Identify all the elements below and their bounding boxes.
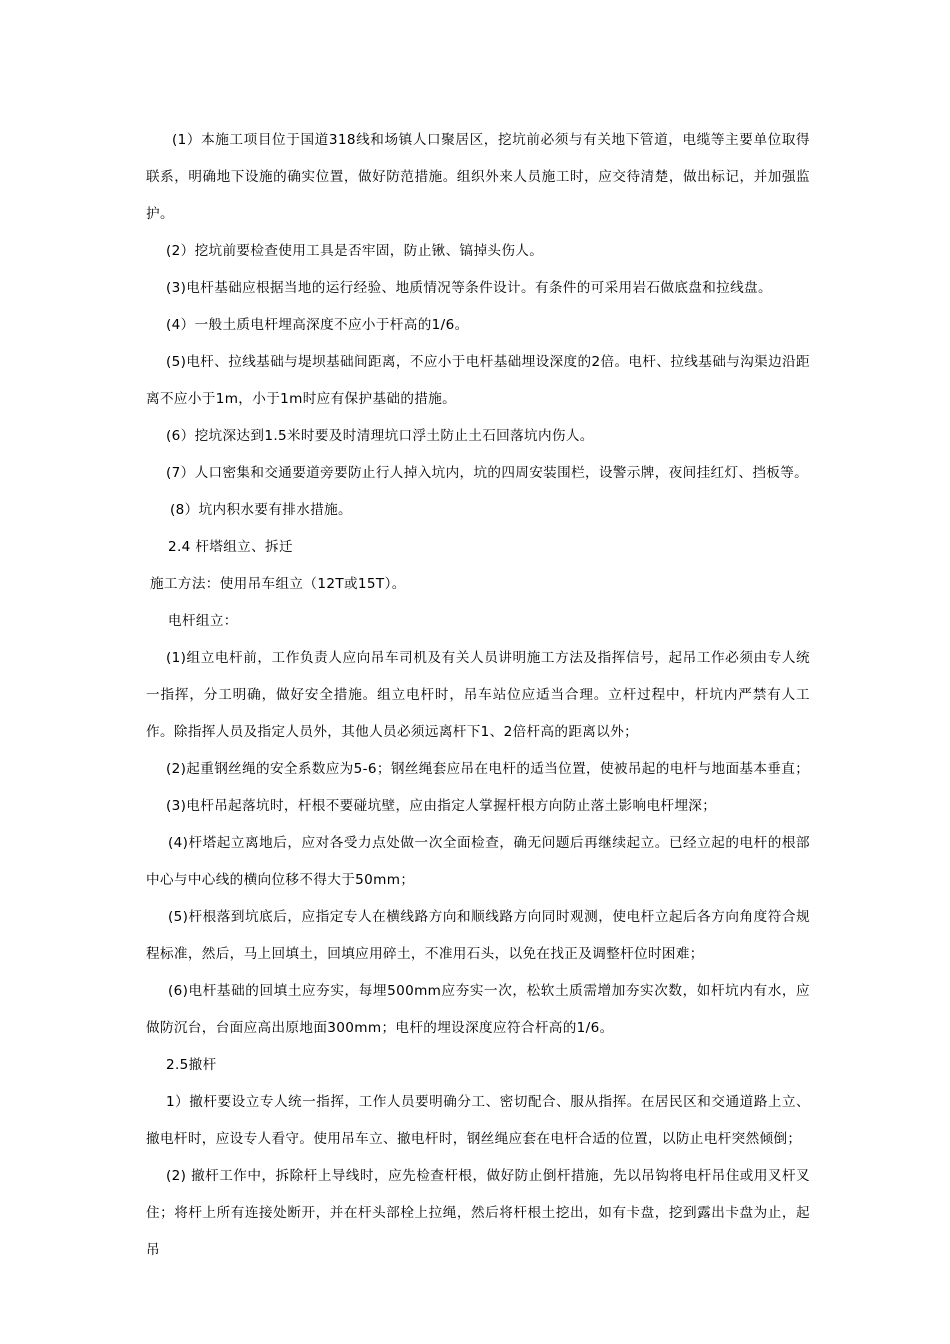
paragraph-6: (6）挖坑深达到1.5米时要及时清理坑口浮土防止土石回落坑内伤人。 [166, 428, 594, 444]
paragraph-8: (8）坑内积水要有排水措施。 [170, 502, 352, 518]
paragraph-2: (2）挖坑前要检查使用工具是否牢固，防止锹、镐掉头伤人。 [166, 243, 544, 259]
paragraph-1: (1）本施工项目位于国道318线和场镇人口聚居区，挖坑前必须与有关地下管道，电缆等主要单位取得联系，明确地下设施的确实位置，做好防范措施。组织外来人员施工时，应交待清楚，做出标记，并加强监护。 [146, 132, 810, 222]
section-heading-2-5: 2.5撤杆 [166, 1057, 217, 1073]
paragraph-erection-1: (1)组立电杆前，工作负责人应向吊车司机及有关人员讲明施工方法及指挥信号，起吊工作必须由专人统一指挥，分工明确，做好安全措施。组立电杆时，吊车站位应适当合理。立杆过程中，杆坑内严禁有人工作。除指挥人员及指定人员外，其他人员必须远离杆下1、2倍杆高的距离以外； [146, 650, 810, 740]
paragraph-removal-2: (2) 撤杆工作中，拆除杆上导线时，应先检查杆根，做好防止倒杆措施，先以吊钩将电杆吊住或用叉杆叉住；将杆上所有连接处断开，并在杆头部栓上拉绳，然后将杆根土挖出，如有卡盘，挖到露出卡盘为止，起吊 [146, 1168, 810, 1258]
paragraph-erection-2: (2)起重钢丝绳的安全系数应为5-6；钢丝绳套应吊在电杆的适当位置，使被吊起的电杆与地面基本垂直； [166, 761, 810, 777]
paragraph-7: (7）人口密集和交通要道旁要防止行人掉入坑内，坑的四周安装围栏，设警示牌，夜间挂红灯、挡板等。 [166, 465, 809, 481]
document-body [146, 122, 810, 1269]
section-heading-2-4: 2.4 杆塔组立、拆迁 [168, 539, 293, 555]
paragraph-5: (5)电杆、拉线基础与堤坝基础间距离，不应小于电杆基础埋设深度的2倍。电杆、拉线基础与沟渠边沿距离不应小于1m，小于1m时应有保护基础的措施。 [146, 354, 810, 407]
paragraph-erection-3: (3)电杆吊起落坑时，杆根不要碰坑壁，应由指定人掌握杆根方向防止落土影响电杆埋深； [166, 798, 717, 814]
paragraph-4: (4）一般土质电杆埋高深度不应小于杆高的1/6。 [166, 317, 469, 333]
paragraph-erection-6: (6)电杆基础的回填土应夯实，每埋500mm应夯实一次，松软土质需增加夯实次数，如杆坑内有水，应做防沉台，台面应高出原地面300mm；电杆的埋设深度应符合杆高的1/6。 [146, 983, 810, 1036]
paragraph-method: 施工方法：使用吊车组立（12T或15T）。 [150, 576, 406, 592]
paragraph-3: (3)电杆基础应根据当地的运行经验、地质情况等条件设计。有条件的可采用岩石做底盘和拉线盘。 [166, 280, 772, 296]
paragraph-erection-4: (4)杆塔起立离地后，应对各受力点处做一次全面检查，确无问题后再继续起立。已经立起的电杆的根部中心与中心线的横向位移不得大于50mm； [146, 835, 810, 888]
paragraph-erection-5: (5)杆根落到坑底后，应指定专人在横线路方向和顺线路方向同时观测，使电杆立起后各方向角度符合规程标准，然后，马上回填土，回填应用碎土，不准用石头，以免在找正及调整杆位时困难； [146, 909, 810, 962]
subheading-pole-erection: 电杆组立： [168, 613, 238, 629]
paragraph-removal-1: 1）撤杆要设立专人统一指挥，工作人员要明确分工、密切配合、服从指挥。在居民区和交通道路上立、撤电杆时，应设专人看守。使用吊车立、撤电杆时，钢丝绳应套在电杆合适的位置，以防止电杆突然倾倒； [146, 1094, 810, 1147]
